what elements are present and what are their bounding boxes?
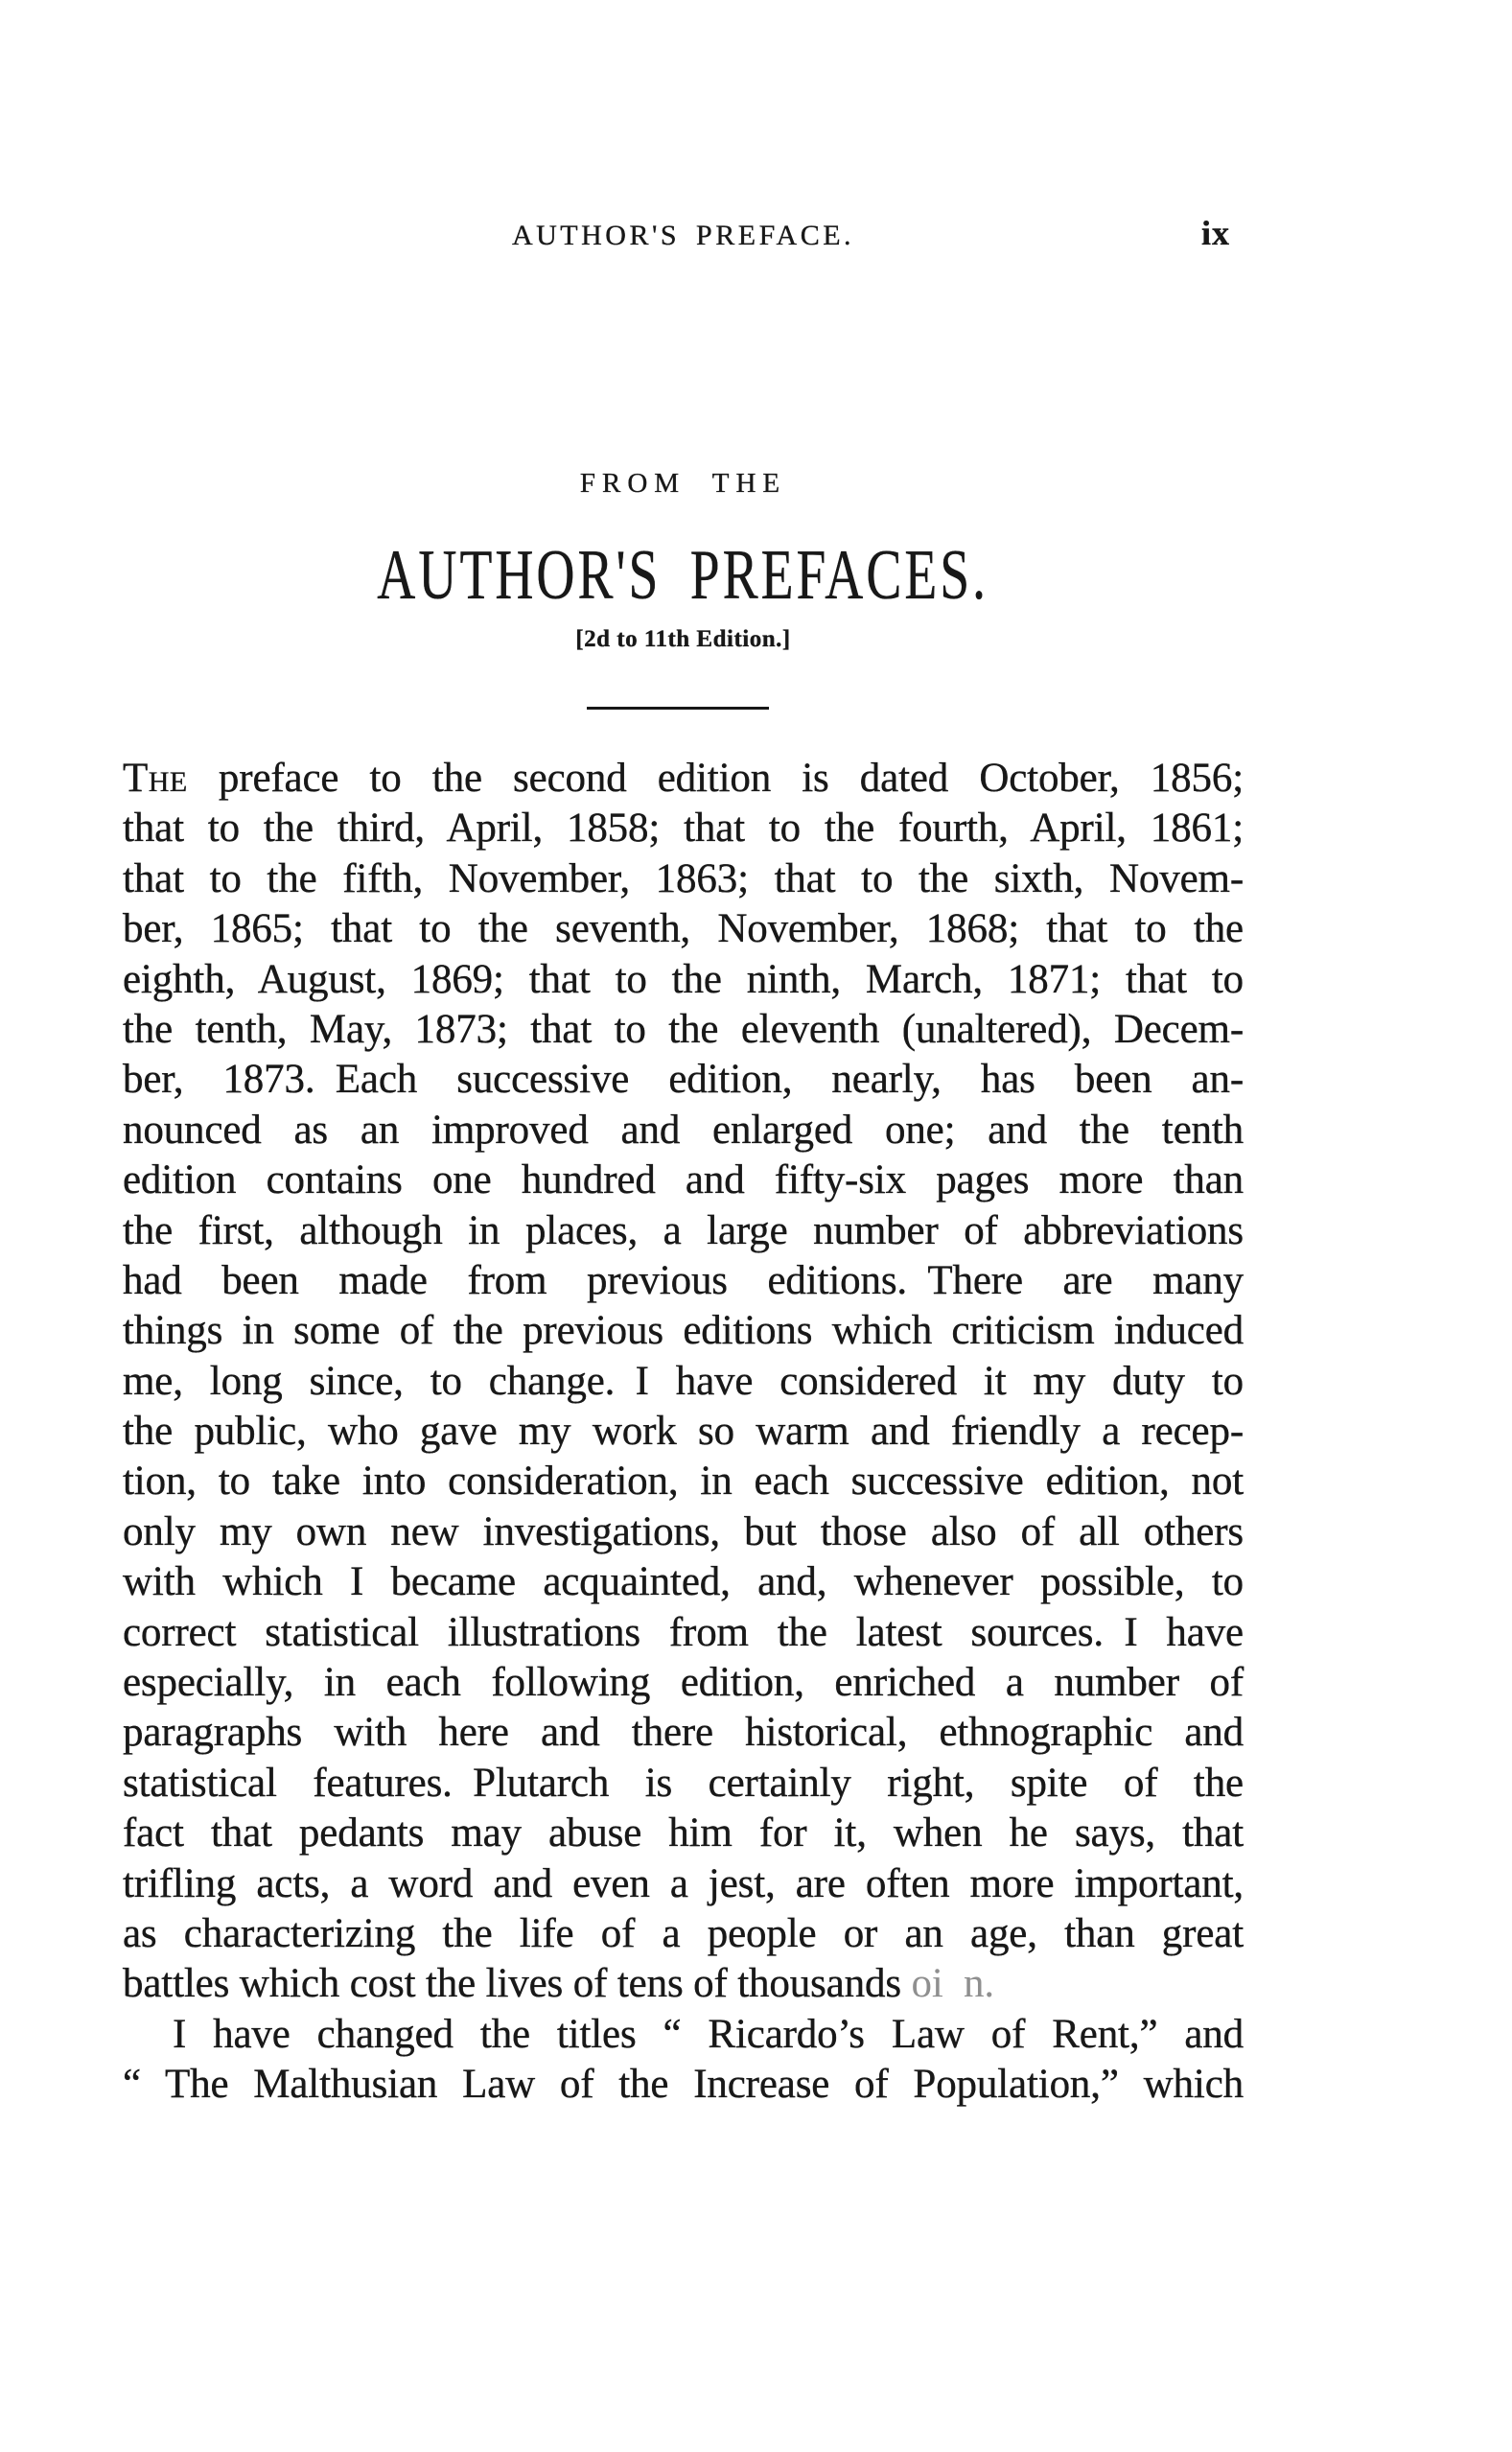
text-line <box>123 754 1244 804</box>
text-line: paragraphs with here and there historical, ethnographic and <box>123 1710 1244 1756</box>
text-line: edition contains one hundred and fifty-six pages more than <box>123 1157 1244 1203</box>
text-line-main: battles which cost the lives of tens of thousands <box>123 1961 912 2007</box>
text-line: as characterizing the life of a people or an age, than great <box>123 1910 1244 1956</box>
section-kicker: FROM THE <box>579 468 787 499</box>
text-line: the first, although in places, a large number of abbreviations <box>123 1207 1244 1253</box>
text-line: I have changed the titles “ Ricardo’s Law of Rent,” and <box>173 2011 1244 2057</box>
text-line: trifling acts, a word and even a jest, are often more important, <box>123 1860 1244 1906</box>
running-header <box>123 214 1244 264</box>
text-line: fact that pedants may abuse him for it, when he says, that <box>123 1810 1244 1857</box>
text-line: statistical features. Plutarch is certainly right, spite of the <box>123 1760 1244 1806</box>
text-line: especially, in each following edition, enriched a number of <box>123 1660 1244 1706</box>
faded-print-text: oi n. <box>911 1961 994 2007</box>
text-line: things in some of the previous editions which criticism induced <box>123 1308 1244 1354</box>
text-line: with which I became acquainted, and, whenever possible, to <box>123 1559 1244 1605</box>
text-line-rest: preface to the second edition is dated October, 1856; <box>187 756 1244 801</box>
text-line: eighth, August, 1869; that to the ninth, March, 1871; that to <box>123 956 1244 1002</box>
section-title <box>123 536 1244 615</box>
edition-note: [2d to 11th Edition.] <box>575 626 791 652</box>
text-line: that to the fifth, November, 1863; that to the sixth, Novem- <box>123 855 1244 901</box>
text-line: the tenth, May, 1873; that to the eleventh (unaltered), Decem- <box>123 1006 1244 1052</box>
text-line: tion, to take into consideration, in each successive edition, not <box>123 1459 1244 1505</box>
preface-body <box>123 754 1244 2111</box>
text-line: me, long since, to change. I have considered it my duty to <box>123 1358 1244 1404</box>
text-line: “ The Malthusian Law of the Increase of Population,” which <box>123 2062 1244 2108</box>
text-line: only my own new investigations, but those also of all others <box>123 1508 1244 1554</box>
divider-rule <box>587 707 769 710</box>
lead-smallcaps: The <box>123 756 188 801</box>
text-line: ber, 1873. Each successive edition, nearly, has been an- <box>123 1057 1244 1103</box>
text-line: ber, 1865; that to the seventh, November, 1868; that to the <box>123 906 1244 952</box>
text-line: nounced as an improved and enlarged one; and the tenth <box>123 1107 1244 1153</box>
text-line: the public, who gave my work so warm and friendly a recep- <box>123 1409 1244 1455</box>
text-line: that to the third, April, 1858; that to the fourth, April, 1861; <box>123 806 1244 852</box>
running-header-title: AUTHOR'S PREFACE. <box>511 220 855 251</box>
section-title-text: AUTHOR'S PREFACES. <box>377 536 989 615</box>
page-number: ix <box>1200 214 1230 252</box>
text-line <box>123 1959 1244 2009</box>
text-line: had been made from previous editions. There are many <box>123 1257 1244 1303</box>
text-line: correct statistical illustrations from the latest sources. I have <box>123 1609 1244 1655</box>
